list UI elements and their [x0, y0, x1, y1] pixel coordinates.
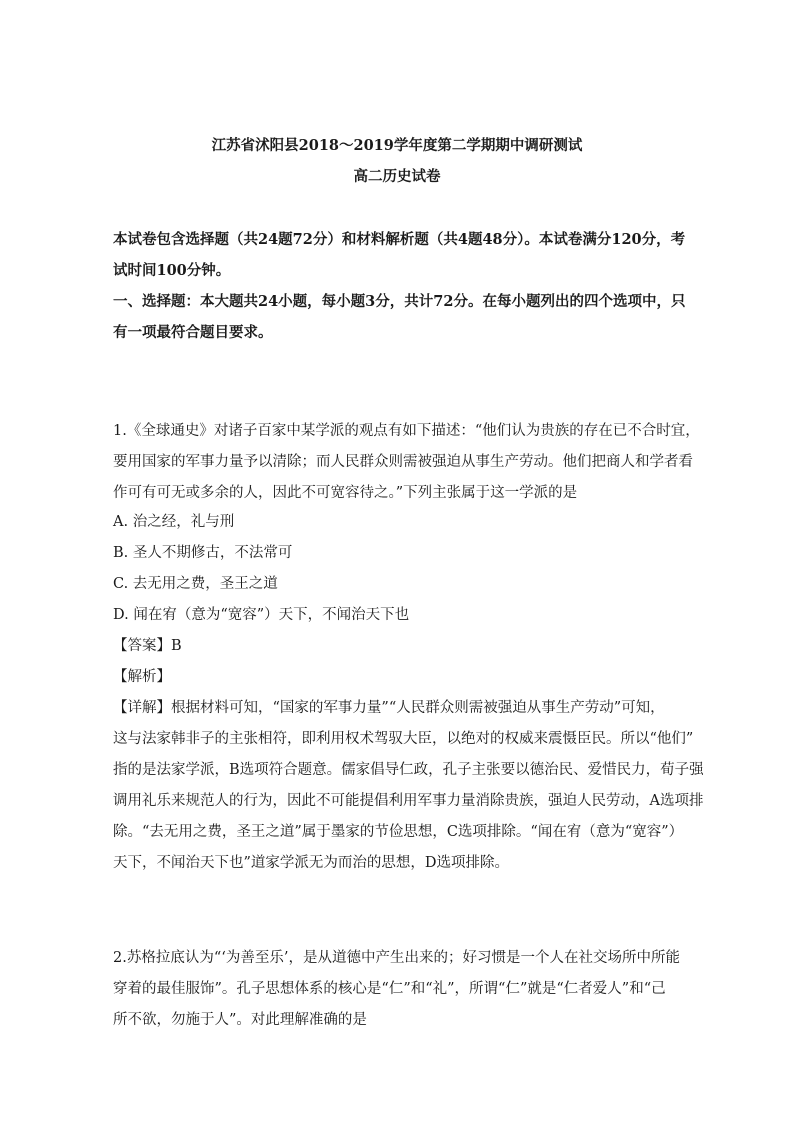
q1-analysis-line: 【详解】根据材料可知，“国家的军事力量”“人民群众则需被强迫从事生产劳动”可知， — [113, 700, 665, 716]
q2-stem-line: 所不欲，勿施于人”。对此理解准确的是 — [113, 1012, 367, 1028]
section-heading-line-1: 一、选择题：本大题共24小题，每小题3分，共计72分。在每小题列出的四个选项中，只 — [113, 293, 686, 310]
q1-option-a: A. 治之经，礼与刑 — [113, 514, 235, 530]
q1-stem-line-1: 1.《全球通史》对诸子百家中某学派的观点有如下描述：“他们认为贵族的存在已不合时宜， — [113, 423, 700, 439]
section-heading-line-2: 有一项最符合题目要求。 — [113, 324, 273, 341]
q1-analysis-label: 【解析】 — [113, 669, 171, 685]
q1-analysis-line: 除。“去无用之费，圣王之道”属于墨家的节俭思想，C选项排除。“闻在宥（意为“宽容”） — [113, 824, 684, 840]
q1-analysis-line: 天下，不闻治天下也”道家学派无为而治的思想，D选项排除。 — [113, 855, 510, 871]
q1-analysis-line: 调用礼乐来规范人的行为，因此不可能提倡利用军事力量消除贵族，强迫人民劳动，A选项排 — [113, 793, 704, 809]
q1-analysis-line: 指的是法家学派，B选项符合题意。儒家倡导仁政，孔子主张要以德治民、爱惜民力，荀子强 — [113, 762, 704, 778]
q2-stem-line: 穿着的最佳服饰”。孔子思想体系的核心是“仁”和“礼”，所谓“仁”就是“仁者爱人”和“己 — [113, 981, 666, 997]
q1-option-d: D. 闻在宥（意为“宽容”）天下，不闻治天下也 — [113, 607, 410, 623]
q1-analysis-line: 这与法家韩非子的主张相符，即利用权术驾驭大臣，以绝对的权威来震慑臣民。所以“他们” — [113, 731, 694, 747]
q2-stem-line: 2.苏格拉底认为“‘为善至乐’，是从道德中产生出来的；好习惯是一个人在社交场所中所能 — [113, 950, 680, 966]
intro-line-2: 试时间100分钟。 — [113, 262, 231, 279]
q1-option-c: C. 去无用之费，圣王之道 — [113, 576, 278, 592]
q1-option-b: B. 圣人不期修古，不法常可 — [113, 545, 293, 561]
q1-answer: 【答案】B — [113, 638, 182, 654]
q1-stem-line-2: 要用国家的军事力量予以清除；而人民群众则需被强迫从事生产劳动。他们把商人和学者看 — [113, 454, 693, 470]
exam-subtitle: 高二历史试卷 — [353, 168, 441, 185]
intro-line-1: 本试卷包含选择题（共24题72分）和材料解析题（共4题48分）。本试卷满分120分，考 — [113, 231, 686, 248]
q1-stem-line-3: 作可有可无或多余的人，因此不可宽容待之。”下列主张属于这一学派的是 — [113, 485, 578, 501]
exam-title: 江苏省沭阳县2018～2019学年度第二学期期中调研测试 — [211, 137, 583, 154]
